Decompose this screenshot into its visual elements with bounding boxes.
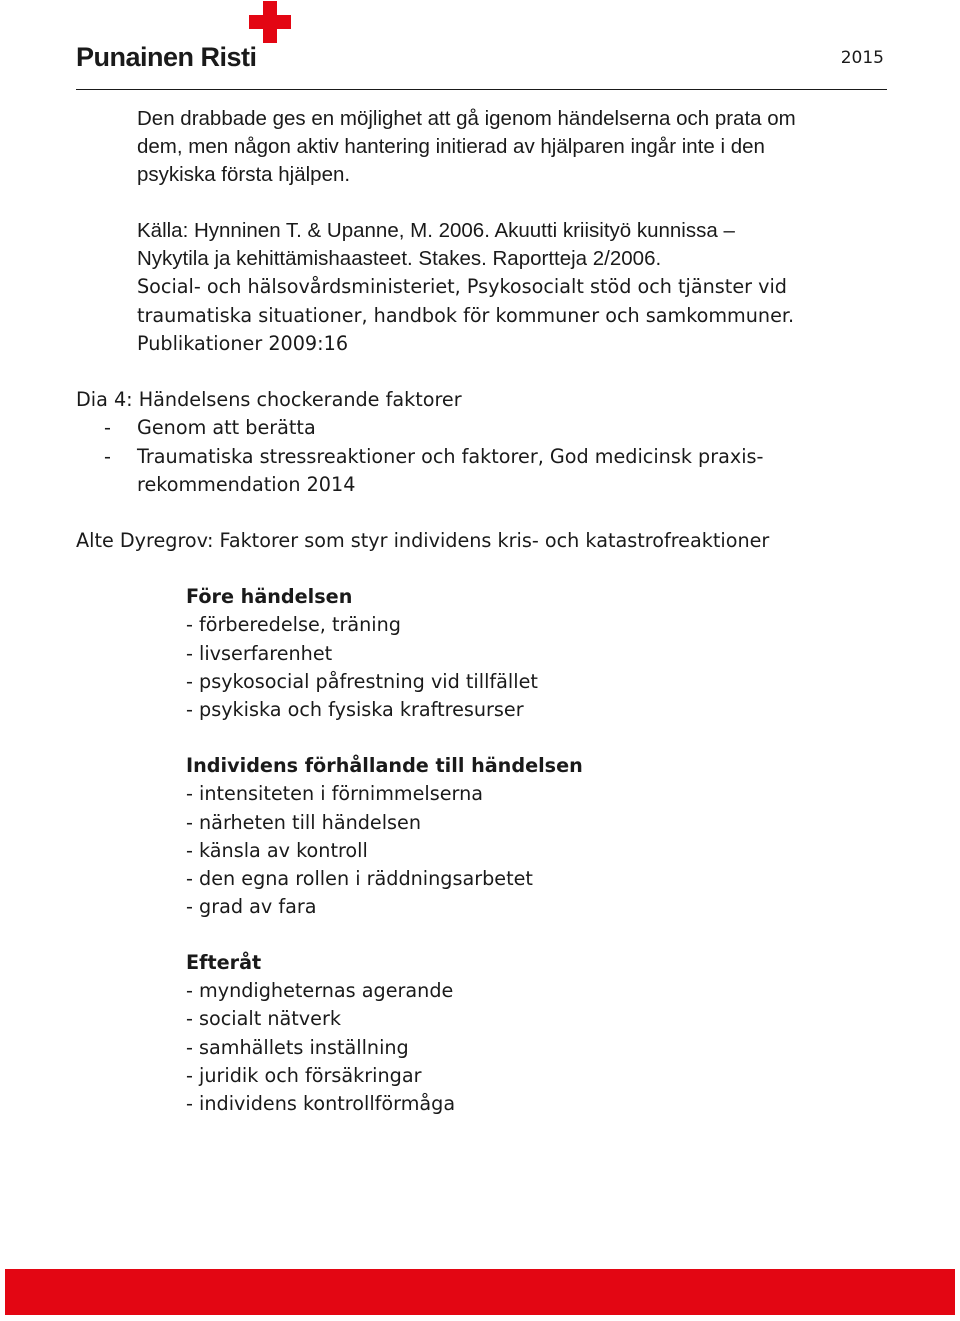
header-divider xyxy=(76,89,887,90)
list-item: - juridik och försäkringar xyxy=(186,1064,422,1087)
source1-line-1: Källa: Hynninen T. & Upanne, M. 2006. Akuutti kriisityö kunnissa – xyxy=(137,219,735,242)
intro-line-2: dem, men någon aktiv hantering initierad av hjälparen ingår inte i den xyxy=(137,135,765,158)
page-header xyxy=(0,0,960,92)
source2-line-2: traumatiska situationer, handbok för kommuner och samkommuner. xyxy=(137,304,795,327)
list-item: - livserfarenhet xyxy=(186,642,333,665)
bullet-marker: - xyxy=(104,416,111,439)
list-item: - psykosocial påfrestning vid tillfället xyxy=(186,670,538,693)
bullet-marker: - xyxy=(104,445,111,468)
section-heading-after: Efteråt xyxy=(186,951,262,974)
list-item: - närheten till händelsen xyxy=(186,811,422,834)
list-item: - känsla av kontroll xyxy=(186,839,368,862)
section-heading-before: Före händelsen xyxy=(186,585,353,608)
list-item: - myndigheternas agerande xyxy=(186,979,454,1002)
list-item: - samhällets inställning xyxy=(186,1036,409,1059)
dyregrov-title: Alte Dyregrov: Faktorer som styr individens kris- och katastrofreaktioner xyxy=(76,529,770,552)
document-year: 2015 xyxy=(840,48,884,68)
intro-line-1: Den drabbade ges en möjlighet att gå igenom händelserna och prata om xyxy=(137,107,796,130)
source2-line-1: Social- och hälsovårdsministeriet, Psykosocialt stöd och tjänster vid xyxy=(137,275,787,298)
list-item: - förberedelse, träning xyxy=(186,613,401,636)
source1-line-2: Nykytila ja kehittämishaasteet. Stakes. Raportteja 2/2006. xyxy=(137,247,662,270)
list-item: - den egna rollen i räddningsarbetet xyxy=(186,867,533,890)
list-item: - grad av fara xyxy=(186,895,317,918)
intro-line-3: psykiska första hjälpen. xyxy=(137,163,351,186)
list-item: - intensiteten i förnimmelserna xyxy=(186,782,484,805)
list-item: - individens kontrollförmåga xyxy=(186,1092,456,1115)
slide-title: Dia 4: Händelsens chockerande faktorer xyxy=(76,388,462,411)
source2-line-3: Publikationer 2009:16 xyxy=(137,332,349,355)
brand-logo-text: Punainen Risti xyxy=(76,42,257,72)
list-item: - psykiska och fysiska kraftresurser xyxy=(186,698,524,721)
footer-bar xyxy=(5,1269,955,1315)
list-item: - socialt nätverk xyxy=(186,1007,341,1030)
slide-bullet-2-cont: rekommendation 2014 xyxy=(137,473,356,496)
red-cross-icon xyxy=(249,1,291,43)
section-heading-relation: Individens förhållande till händelsen xyxy=(186,754,583,777)
slide-bullet-2: Traumatiska stressreaktioner och faktorer, God medicinsk praxis- xyxy=(137,445,764,468)
slide-bullet-1: Genom att berätta xyxy=(137,416,316,439)
